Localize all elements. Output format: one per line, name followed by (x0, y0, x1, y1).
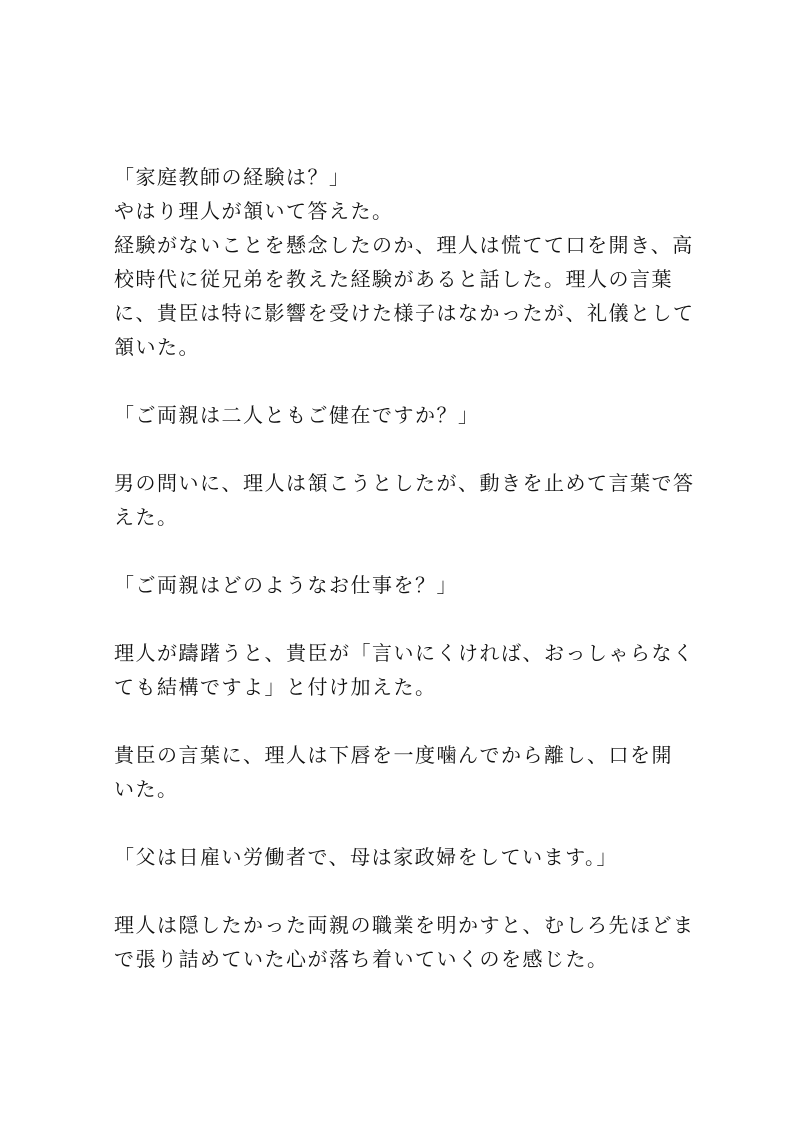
text-line: 理人が躊躇うと、貴臣が「言いにくければ、おっしゃらなく (114, 641, 695, 665)
text-line: 校時代に従兄弟を教えた経験があると話した。理人の言葉 (114, 267, 673, 291)
blank-line (114, 704, 684, 738)
text-line: いた。 (114, 777, 179, 801)
text-line: に、貴臣は特に影響を受けた様子はなかったが、礼儀として (114, 301, 695, 325)
body-text (114, 160, 695, 976)
text-line: 男の問いに、理人は頷こうとしたが、動きを止めて言葉で答 (114, 471, 695, 495)
blank-line (114, 602, 684, 636)
blank-line (114, 432, 684, 466)
text-line: 「ご両親はどのようなお仕事を？」 (114, 573, 458, 597)
blank-line (114, 534, 684, 568)
text-line: 「父は日雇い労働者で、母は家政婦をしています。」 (114, 845, 618, 869)
text-line: やはり理人が頷いて答えた。 (114, 199, 394, 223)
text-line: 貴臣の言葉に、理人は下唇を一度噛んでから離し、口を開 (114, 743, 673, 767)
text-line: 「家庭教師の経験は？」 (114, 165, 351, 189)
text-line: 「ご両親は二人ともご健在ですか？」 (114, 403, 480, 427)
text-line: 理人は隠したかった両親の職業を明かすと、むしろ先ほどま (114, 913, 695, 937)
text-line: ても結構ですよ」と付け加えた。 (114, 675, 437, 699)
blank-line (114, 806, 684, 840)
blank-line (114, 364, 684, 398)
text-line: で張り詰めていた心が落ち着いていくのを感じた。 (114, 947, 609, 971)
text-line: 経験がないことを懸念したのか、理人は慌てて口を開き、高 (114, 233, 694, 257)
text-line: えた。 (114, 505, 179, 529)
text-line: 頷いた。 (114, 335, 200, 359)
blank-line (114, 874, 684, 908)
